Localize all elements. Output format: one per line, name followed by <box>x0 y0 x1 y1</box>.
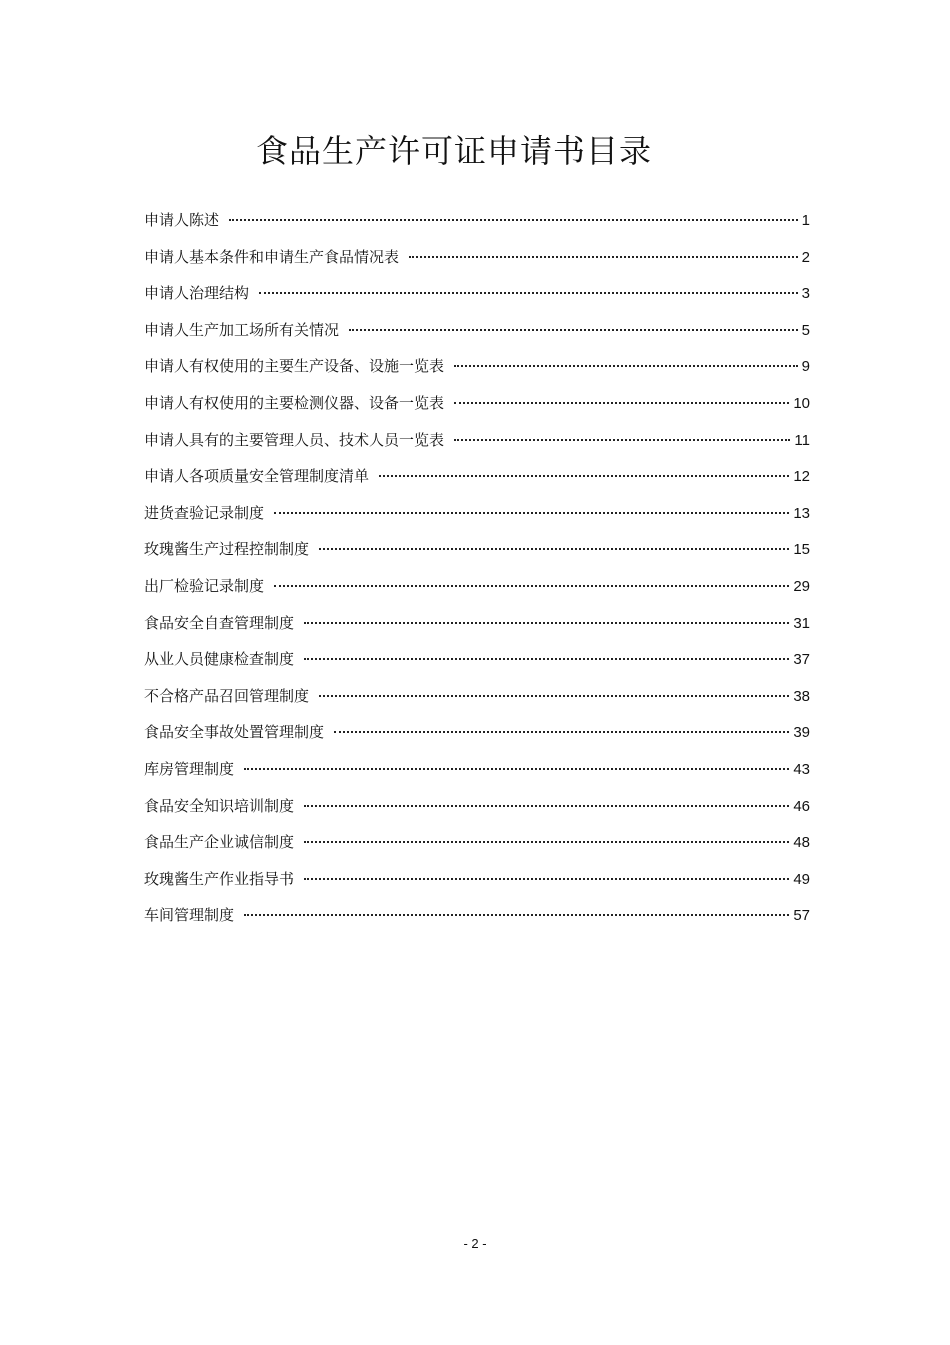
toc-leader-dots <box>244 900 789 920</box>
toc-entry-label: 申请人生产加工场所有关情况 <box>144 320 340 339</box>
toc-entry-page: 3 <box>801 285 810 303</box>
toc-entry-4[interactable] <box>144 315 810 352</box>
toc-entry-16[interactable] <box>144 754 810 791</box>
toc-entry-label: 申请人陈述 <box>144 211 220 229</box>
toc-entry-2[interactable] <box>144 242 810 279</box>
toc-entry-label: 食品安全事故处置管理制度 <box>144 723 325 742</box>
toc-leader-dots <box>304 644 789 664</box>
toc-entry-label: 出厂检验记录制度 <box>144 576 265 595</box>
toc-leader-dots <box>454 351 798 371</box>
toc-entry-label: 申请人各项质量安全管理制度清单 <box>144 467 370 486</box>
toc-leader-dots <box>229 205 798 225</box>
toc-leader-dots <box>304 864 789 884</box>
toc-entry-3[interactable] <box>144 278 810 315</box>
toc-entry-page: 57 <box>793 907 810 925</box>
toc-entry-label: 申请人基本条件和申请生产食品情况表 <box>144 247 400 266</box>
toc-entry-label: 进货查验记录制度 <box>144 503 265 522</box>
toc-entry-label: 车间管理制度 <box>144 906 235 925</box>
toc-entry-label: 申请人有权使用的主要生产设备、设施一览表 <box>144 357 445 376</box>
toc-leader-dots <box>274 571 789 591</box>
toc-entry-5[interactable] <box>144 351 810 388</box>
toc-entry-6[interactable] <box>144 388 810 425</box>
toc-leader-dots <box>319 534 789 554</box>
toc-entry-1[interactable] <box>144 205 810 242</box>
toc-leader-dots <box>454 388 789 408</box>
toc-entry-page: 37 <box>793 651 810 669</box>
toc-leader-dots <box>304 608 789 628</box>
toc-entry-label: 不合格产品召回管理制度 <box>144 686 310 705</box>
toc-leader-dots <box>319 681 789 701</box>
toc-entry-page: 9 <box>801 358 810 376</box>
toc-entry-label: 玫瑰酱生产过程控制制度 <box>144 540 310 559</box>
toc-entry-page: 31 <box>793 614 810 632</box>
toc-entry-page: 15 <box>793 541 810 559</box>
toc-entry-10[interactable] <box>144 534 810 571</box>
toc-entry-label: 库房管理制度 <box>144 759 235 778</box>
toc-leader-dots <box>244 754 789 774</box>
toc-entry-17[interactable] <box>144 791 810 828</box>
document-title: 食品生产许可证申请书目录 <box>255 132 652 170</box>
toc-leader-dots <box>454 425 790 445</box>
toc-leader-dots <box>259 278 798 298</box>
toc-entry-page: 29 <box>793 577 810 595</box>
toc-entry-14[interactable] <box>144 681 810 718</box>
toc-leader-dots <box>379 461 789 481</box>
toc-leader-dots <box>304 791 789 811</box>
toc-entry-label: 申请人具有的主要管理人员、技术人员一览表 <box>144 430 445 449</box>
toc-entry-label: 申请人治理结构 <box>144 284 250 303</box>
toc-leader-dots <box>349 315 798 335</box>
toc-entry-page: 1 <box>801 212 810 229</box>
toc-leader-dots <box>409 242 798 262</box>
toc-entry-page: 39 <box>793 724 810 742</box>
toc-entry-label: 食品安全自查管理制度 <box>144 613 295 632</box>
toc-entry-12[interactable] <box>144 608 810 645</box>
toc-entry-18[interactable] <box>144 827 810 864</box>
toc-entry-page: 38 <box>793 687 810 705</box>
toc-entry-page: 11 <box>794 431 810 449</box>
table-of-contents <box>144 205 810 937</box>
toc-leader-dots <box>334 717 789 737</box>
toc-entry-page: 13 <box>793 504 810 522</box>
toc-entry-13[interactable] <box>144 644 810 681</box>
toc-entry-label: 食品安全知识培训制度 <box>144 796 295 815</box>
toc-entry-15[interactable] <box>144 717 810 754</box>
toc-entry-label: 从业人员健康检查制度 <box>144 650 295 669</box>
toc-entry-7[interactable] <box>144 425 810 462</box>
toc-entry-page: 10 <box>793 394 810 412</box>
toc-entry-page: 5 <box>801 321 810 339</box>
toc-leader-dots <box>304 827 789 847</box>
toc-entry-20[interactable] <box>144 900 810 937</box>
toc-leader-dots <box>274 498 789 518</box>
toc-entry-label: 申请人有权使用的主要检测仪器、设备一览表 <box>144 393 445 412</box>
toc-entry-19[interactable] <box>144 864 810 901</box>
toc-entry-page: 49 <box>793 870 810 888</box>
toc-entry-label: 玫瑰酱生产作业指导书 <box>144 869 295 888</box>
toc-entry-8[interactable] <box>144 461 810 498</box>
toc-entry-11[interactable] <box>144 571 810 608</box>
page-number: - 2 - <box>463 1236 487 1251</box>
toc-entry-page: 12 <box>793 468 810 486</box>
toc-entry-9[interactable] <box>144 498 810 535</box>
toc-entry-label: 食品生产企业诚信制度 <box>144 833 295 852</box>
toc-entry-page: 46 <box>793 797 810 815</box>
toc-entry-page: 2 <box>801 248 810 266</box>
toc-entry-page: 48 <box>793 834 810 852</box>
toc-entry-page: 43 <box>793 760 810 778</box>
